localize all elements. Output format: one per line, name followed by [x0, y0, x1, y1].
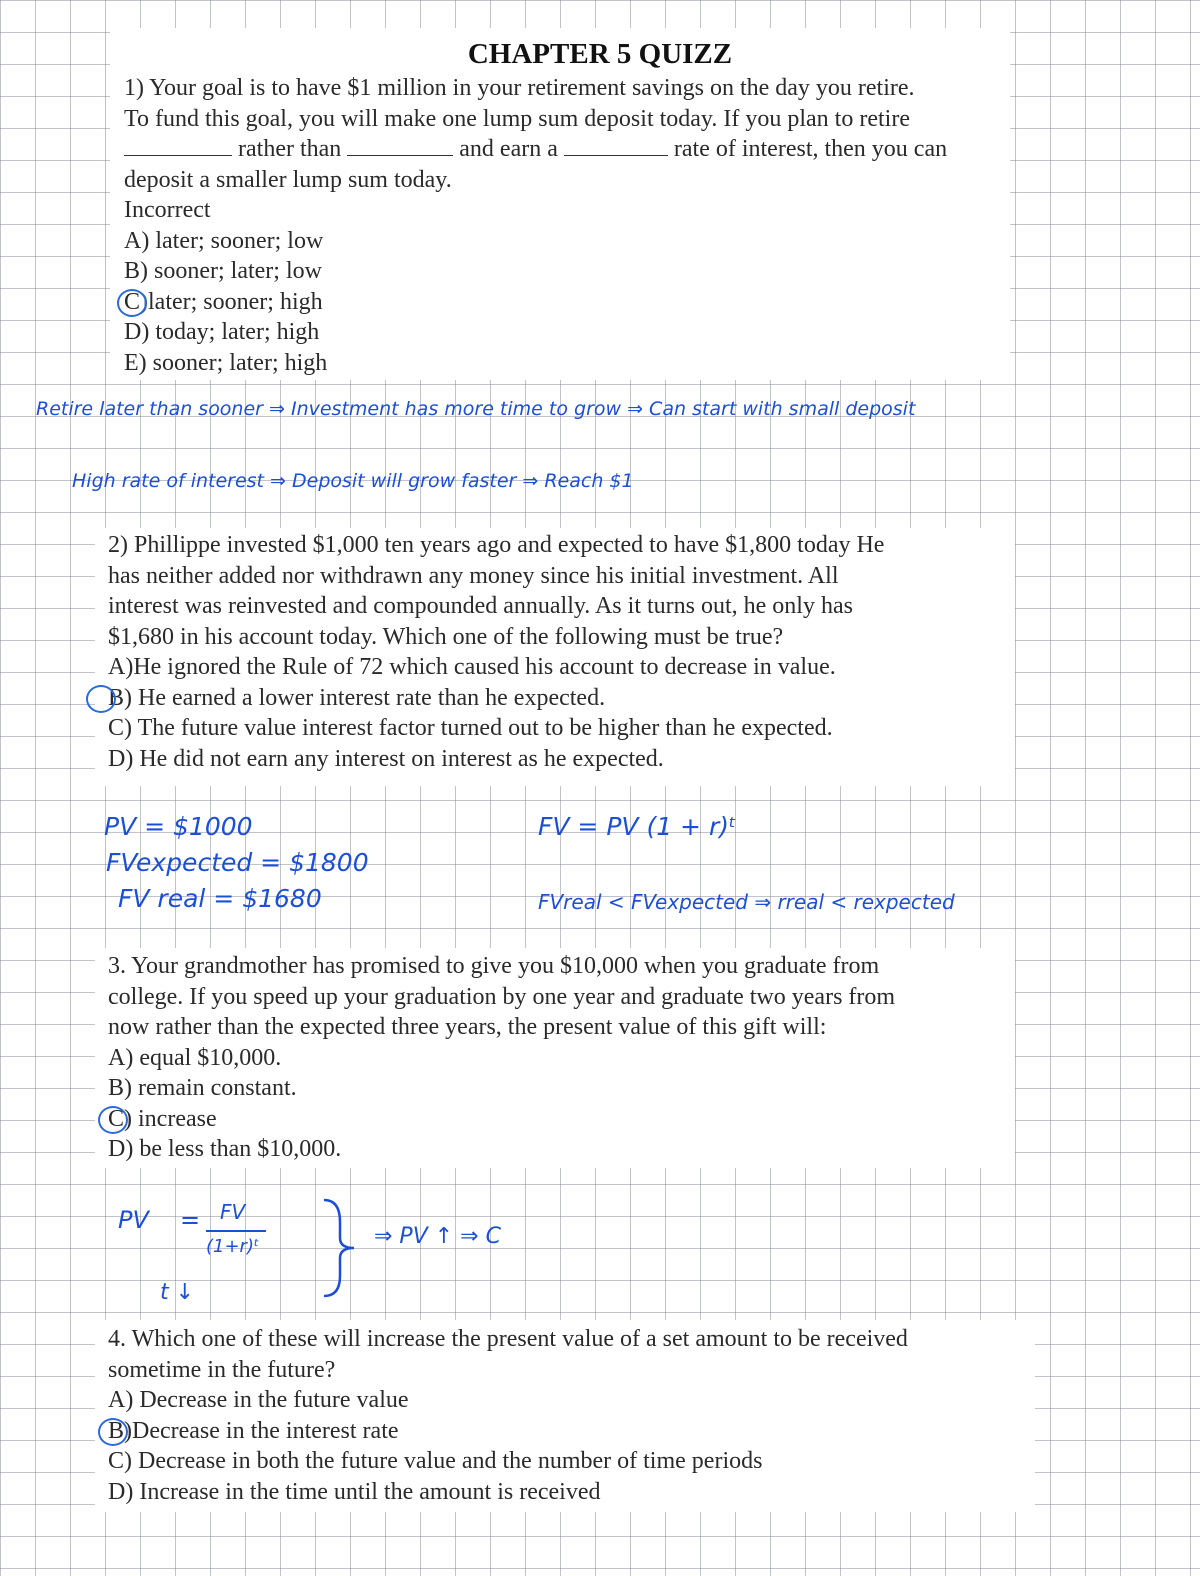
question-1	[124, 73, 947, 378]
option-e: E) sooner; later; high	[124, 349, 328, 376]
selected-answer-circle	[98, 1106, 128, 1134]
option-a: A) equal $10,000.	[108, 1044, 282, 1071]
handwritten-note: PV	[118, 1206, 149, 1234]
curly-brace-icon	[320, 1196, 360, 1300]
handwritten-note: FV	[220, 1200, 246, 1224]
option-d: D) be less than $10,000.	[108, 1136, 342, 1162]
selected-answer-circle	[86, 685, 116, 713]
answer-blank	[347, 155, 453, 156]
question-text: and earn a	[459, 136, 558, 162]
question-text: interest was reinvested and compounded annually. As it turns out, he only has	[108, 593, 853, 619]
answer-status: Incorrect	[124, 197, 211, 223]
handwritten-note: (1+r)ᵗ	[206, 1236, 260, 1257]
question-text: 4. Which one of these will increase the present value of a set amount to be received	[108, 1326, 908, 1352]
option-c	[108, 1104, 895, 1135]
option-b	[108, 1416, 908, 1447]
selected-answer-circle	[117, 289, 147, 317]
handwritten-note: High rate of interest ⇒ Deposit will grow faster ⇒ Reach $1	[72, 470, 634, 492]
question-text: has neither added nor withdrawn any money since his initial investment. All	[108, 562, 839, 589]
selected-answer-circle	[98, 1418, 128, 1446]
question-text: 1) Your goal is to have $1 million in your retirement savings on the day you retire.	[124, 75, 915, 101]
handwritten-note: t ↓	[160, 1280, 195, 1305]
question-text: To fund this goal, you will make one lump sum deposit today. If you plan to retire	[124, 105, 910, 132]
handwritten-note: FVexpected = $1800	[106, 848, 369, 877]
option-c	[124, 287, 947, 318]
option-c: C) Decrease in both the future value and the number of time periods	[108, 1448, 763, 1474]
question-text: college. If you speed up your graduation by one year and graduate two years from	[108, 983, 896, 1010]
option-b	[108, 683, 884, 714]
option-d: D) He did not earn any interest on interest as he expected.	[108, 745, 664, 772]
option-label: C)later; sooner; high	[124, 288, 323, 315]
option-label: B)Decrease in the interest rate	[108, 1417, 399, 1444]
question-2	[108, 530, 884, 774]
option-label: C) increase	[108, 1105, 217, 1132]
handwritten-note: PV = $1000	[104, 812, 253, 841]
fraction-bar	[206, 1230, 266, 1232]
question-text: rather than	[238, 136, 342, 162]
option-a: A) Decrease in the future value	[108, 1387, 409, 1413]
option-a: A) later; sooner; low	[124, 227, 324, 254]
option-a: A)He ignored the Rule of 72 which caused his account to decrease in value.	[108, 654, 836, 680]
question-text: 3. Your grandmother has promised to give you $10,000 when you graduate from	[108, 953, 880, 979]
option-label: B) He earned a lower interest rate than he expected.	[108, 684, 606, 711]
handwritten-note: Retire later than sooner ⇒ Investment has more time to grow ⇒ Can start with small deposit	[36, 398, 916, 420]
question-text: now rather than the expected three years, the present value of this gift will:	[108, 1014, 827, 1040]
option-c: C) The future value interest factor turned out to be higher than he expected.	[108, 715, 833, 741]
question-text	[124, 134, 947, 165]
answer-blank	[124, 155, 232, 156]
option-b: B) remain constant.	[108, 1075, 297, 1101]
question-text: deposit a smaller lump sum today.	[124, 166, 452, 193]
option-b: B) sooner; later; low	[124, 258, 322, 284]
question-text: $1,680 in his account today. Which one of the following must be true?	[108, 623, 784, 650]
question-text: rate of interest, then you can	[673, 136, 948, 162]
question-text: 2) Phillippe invested $1,000 ten years ago and expected to have $1,800 today He	[108, 532, 885, 558]
option-d: D) Increase in the time until the amount is received	[108, 1478, 601, 1505]
option-d: D) today; later; high	[124, 319, 320, 345]
handwritten-note: FV = PV (1 + r)ᵗ	[538, 812, 737, 841]
handwritten-note: FVreal < FVexpected ⇒ rreal < rexpected	[538, 890, 955, 914]
question-4	[108, 1324, 908, 1507]
question-3	[108, 951, 895, 1165]
handwritten-note: =	[180, 1206, 201, 1234]
handwritten-note: FV real = $1680	[118, 884, 322, 913]
handwritten-note: ⇒ PV ↑ ⇒ C	[374, 1224, 501, 1249]
answer-blank	[564, 155, 668, 156]
question-text: sometime in the future?	[108, 1356, 336, 1383]
page-title: CHAPTER 5 QUIZZ	[467, 38, 733, 70]
